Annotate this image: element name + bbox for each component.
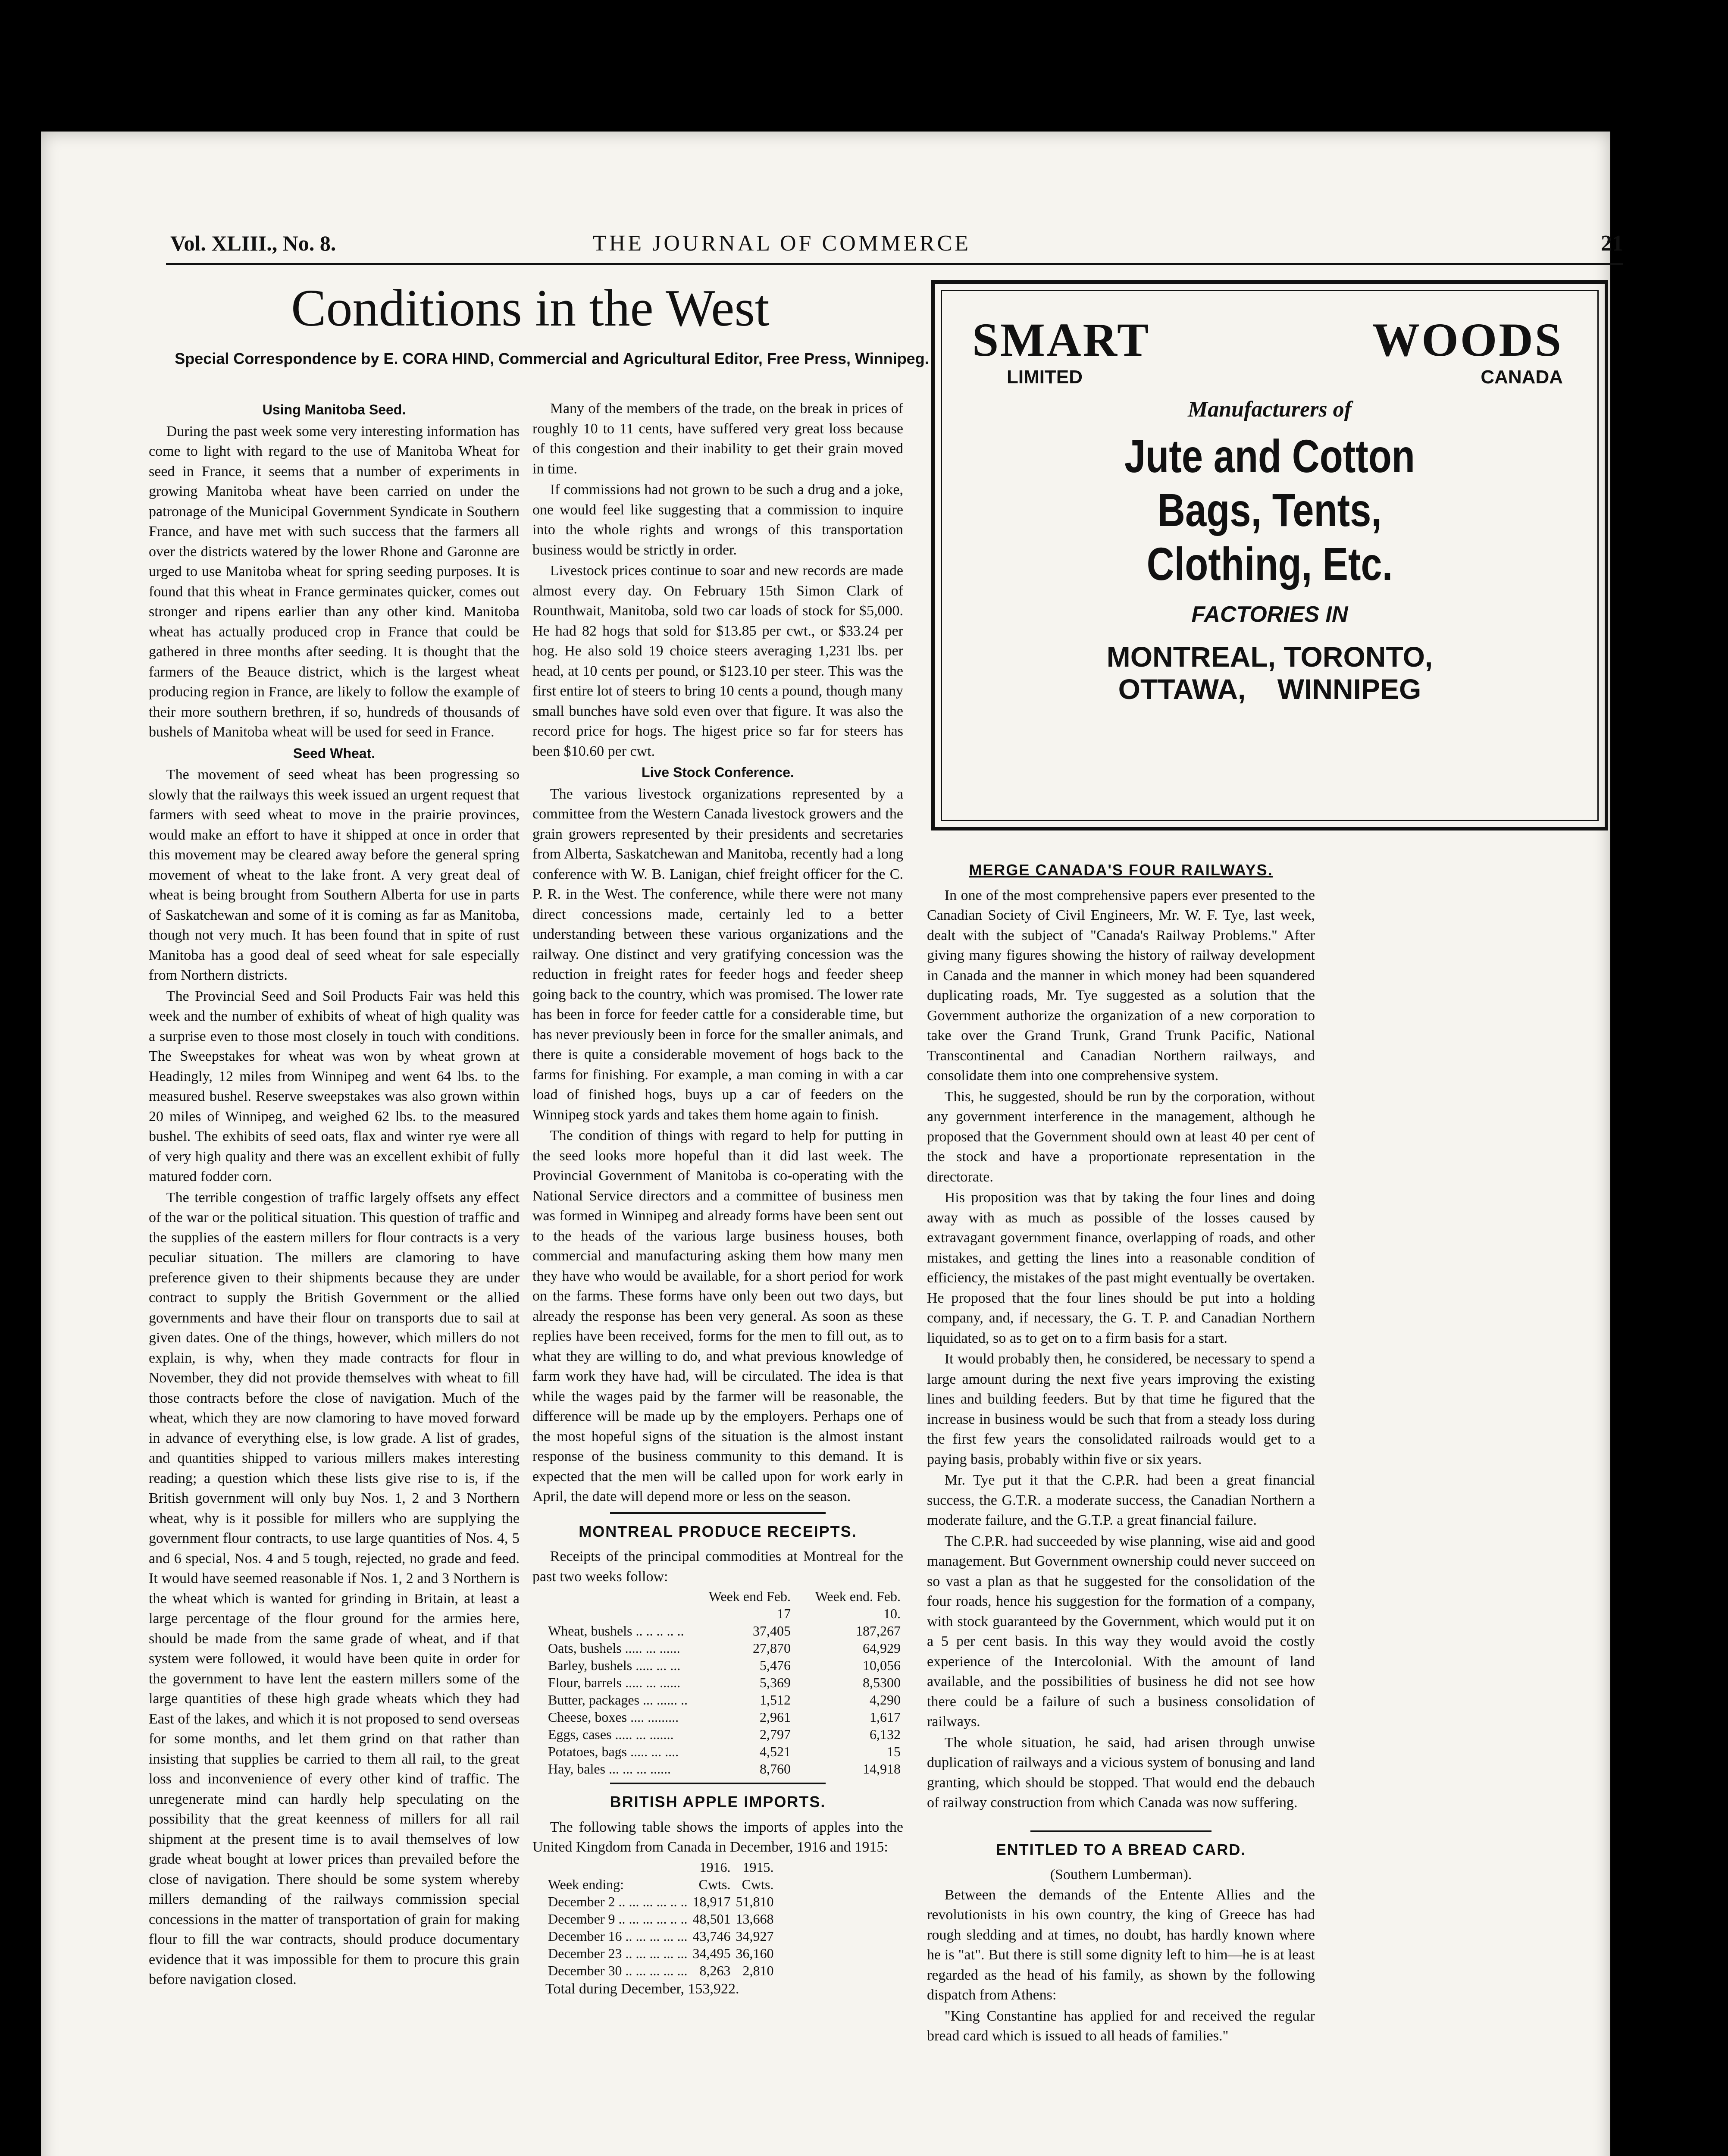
section-subheading: Seed Wheat. bbox=[293, 745, 376, 761]
table-cell: 8,5300 bbox=[863, 1675, 901, 1690]
table-row bbox=[545, 1743, 903, 1760]
table-row bbox=[545, 1927, 776, 1945]
header-rule bbox=[166, 263, 1623, 265]
table-cell: 34,927 bbox=[736, 1928, 774, 1944]
table-cell: 5,369 bbox=[759, 1675, 791, 1690]
table-cell: 4,521 bbox=[759, 1744, 791, 1759]
table-cell: 5,476 bbox=[759, 1658, 791, 1673]
paragraph: Many of the members of the trade, on the break in prices of roughly 10 to 11 cents, have suffered very great loss because of this congestion and their inability to get their grain moved in time. bbox=[532, 401, 903, 477]
table-cell: December 16 .. ... ... ... ... bbox=[548, 1928, 688, 1944]
table-row bbox=[545, 1893, 776, 1910]
article-column-1 bbox=[149, 399, 520, 1991]
montreal-col-head-1: Week end Feb. 17 bbox=[708, 1589, 791, 1621]
apple-imports-table bbox=[545, 1858, 776, 1979]
paragraph: This, he suggested, should be run by the corporation, without any government interference in the management, although he proposed that the Government should own at least 40 per cent of the stock and have a proportionate representation in the directorate. bbox=[927, 1088, 1315, 1185]
table-row bbox=[545, 1622, 903, 1639]
table-cell: Barley, bushels ..... ... ... bbox=[548, 1658, 681, 1673]
table-cell: Wheat, bushels .. .. .. .. .. bbox=[548, 1623, 684, 1639]
page-header bbox=[170, 231, 1623, 265]
page-number: 21 bbox=[1601, 231, 1623, 256]
table-cell: 64,929 bbox=[863, 1640, 901, 1656]
table-cell: Butter, packages ... ...... .. bbox=[548, 1692, 688, 1708]
paragraph: The movement of seed wheat has been progressing so slowly that the railways this week issued an urgent request that farmers with seed wheat to move in the prairie provinces, would make an effort to have it shipped at once in order that this movement may be cleared away before the general spring movement of wheat to the lake front. A very great deal of wheat is being brought from Southern Alberta for use in parts of Saskatchewan and some of it is coming as far as Manitoba, though not very much. It has been found that in spite of rust Manitoba has a good deal of seed wheat for sale especially from Northern districts. bbox=[149, 767, 520, 983]
table-cell: 34,495 bbox=[692, 1945, 731, 1961]
apple-unit-1: Cwts. bbox=[698, 1876, 731, 1892]
table-cell: Hay, bales ... ... ... ...... bbox=[548, 1761, 671, 1777]
article-column-3 bbox=[927, 860, 1315, 2047]
table-row bbox=[545, 1910, 776, 1927]
paragraph: "King Constantine has applied for and received the regular bread card which is issued to all heads of families." bbox=[927, 2008, 1315, 2044]
table-cell: 2,961 bbox=[759, 1709, 791, 1725]
paragraph: The various livestock organizations represented by a committee from the Western Canada livestock growers and the grain growers represented by their presidents and secretaries from Alberta, Saskatchewan and Manitoba, recently had a long conference with W. B. Lanigan, chief freight officer for the C. P. R. in the West. The conference, while there were not many direct concessions made, certainly led to a better understanding between these various organizations and the railway. One distinct and very gratifying concession was the reduction in freight rates for feeder hogs and feeder sheep going back to the country, which was promised. The lower rate has been in force for feeder cattle for a considerable time, but has never previously been in force for the smaller animals, and there is quite a considerable movement of hogs back to the farms for finishing. For example, a man coming in with a car load of finished hogs, buys up a car of feeders on the Winnipeg stock yards and takes them home again to finish. bbox=[532, 786, 903, 1123]
paragraph: The C.P.R. had succeeded by wise planning, wise aid and good management. But Government ownership could never succeed on so vast a plan as that he suggested for the consolidation of the four roads, hence his suggestion for the formation of a company, with stock guaranteed by the Government, which would put it on a 5 per cent basis. In this way they would avoid the costly experience of the Intercolonial. With the amount of land available, and the possibilities of business he did not see how there could be a failure of such a business consolidation of railways. bbox=[927, 1533, 1315, 1730]
table-cell: 48,501 bbox=[692, 1911, 731, 1927]
railways-title: MERGE CANADA'S FOUR RAILWAYS. bbox=[969, 861, 1273, 879]
table-cell: 27,870 bbox=[752, 1640, 791, 1656]
article-column-2 bbox=[532, 399, 903, 2000]
apple-imports-total: Total during December, 153,922. bbox=[545, 1981, 739, 1997]
volume-number: Vol. XLIII., No. 8. bbox=[170, 231, 336, 255]
paragraph: The whole situation, he said, had arisen through unwise duplication of railways and a vicious system of bonusing and land granting, which should be stopped. That would end the debauch of railway construction from which Canada was now suffering. bbox=[927, 1734, 1315, 1811]
table-cell: 43,746 bbox=[692, 1928, 731, 1944]
table-cell: 8,263 bbox=[699, 1962, 731, 1978]
table-cell: 1,512 bbox=[759, 1692, 791, 1708]
paragraph: Mr. Tye put it that the C.P.R. had been a great financial success, the G.T.R. a moderate success, the Canadian Northern a moderate failure, and the G.T.P. a great financial failure. bbox=[927, 1472, 1315, 1528]
montreal-col-head-2: Week end. Feb. 10. bbox=[815, 1589, 901, 1621]
ad-smart: SMART bbox=[972, 313, 1151, 366]
ad-woods: WOODS bbox=[1372, 313, 1563, 366]
table-cell: 2,810 bbox=[742, 1962, 774, 1978]
bread-card-source: (Southern Lumberman). bbox=[1050, 1867, 1192, 1883]
table-row bbox=[545, 1708, 903, 1726]
apple-year-2: 1915. bbox=[742, 1859, 774, 1875]
ad-limited: LIMITED bbox=[1007, 367, 1083, 388]
section-subheading: Using Manitoba Seed. bbox=[262, 402, 406, 417]
table-cell: 4,290 bbox=[870, 1692, 901, 1708]
table-cell: 6,132 bbox=[870, 1727, 901, 1742]
table-cell: Oats, bushels ..... ... ...... bbox=[548, 1640, 680, 1656]
paragraph: The condition of things with regard to help for putting in the seed looks more hopeful than it did last week. The Provincial Government of Manitoba is co-operating with the National Service directors and a committee of business men was formed in Winnipeg and already forms have been sent out to the heads of the various large business houses, both commercial and manufacturing asking them how many men they have who would be available, for a short period for work on the farms. These forms have only been out two days, but already the response has been very general. As soon as these replies have been received, forms for the men to fill out, as to what they are willing to do, and what previous knowledge of farm work they have had, will be circulated. The idea is that while the wages paid by the farmer will be reasonable, the difference will be made up by the employers. Perhaps one of the most hopeful signs of the situation is the almost instant response of the business community to this demand. It is expected that the men will be called upon for work early in April, the date will depend more or less on the season. bbox=[532, 1128, 903, 1504]
table-cell: 2,797 bbox=[759, 1727, 791, 1742]
smart-woods-advertisement bbox=[931, 280, 1608, 830]
apple-imports-intro: The following table shows the imports of apples into the United Kingdom from Canada in December, 1916 and 1915: bbox=[532, 1819, 903, 1855]
ad-cities-2: OTTAWA, WINNIPEG bbox=[1118, 673, 1421, 705]
table-cell: 15 bbox=[887, 1744, 901, 1759]
table-cell: 14,918 bbox=[863, 1761, 901, 1777]
table-cell: Eggs, cases ..... ... ....... bbox=[548, 1727, 674, 1742]
ad-jute-cotton: Jute and Cotton bbox=[1124, 430, 1415, 482]
article-byline: Special Correspondence by E. CORA HIND, Commercial and Agricultural Editor, Free Press, Winnipeg. bbox=[175, 350, 929, 367]
table-cell: December 23 .. ... ... ... ... bbox=[548, 1945, 688, 1961]
paragraph: If commissions had not grown to be such a drug and a joke, one would feel like suggesting that a commission to inquire into the whole rights and wrongs of this transportation business would be strictly in order. bbox=[532, 482, 903, 558]
apple-imports-title: BRITISH APPLE IMPORTS. bbox=[610, 1793, 826, 1811]
table-cell: 36,160 bbox=[736, 1945, 774, 1961]
table-cell: December 9 .. ... ... ... .. .. bbox=[548, 1911, 688, 1927]
bread-card-body bbox=[927, 1885, 1315, 2046]
table-cell: 8,760 bbox=[759, 1761, 791, 1777]
section-subheading: Live Stock Conference. bbox=[642, 765, 794, 780]
table-cell: 18,917 bbox=[692, 1893, 731, 1909]
table-row bbox=[545, 1962, 776, 1979]
table-row bbox=[545, 1639, 903, 1657]
table-row bbox=[545, 1760, 903, 1777]
montreal-receipts-intro: Receipts of the principal commodities at Montreal for the past two weeks follow: bbox=[532, 1548, 903, 1585]
montreal-receipts-title: MONTREAL PRODUCE RECEIPTS. bbox=[579, 1522, 857, 1540]
ad-cities-1: MONTREAL, TORONTO, bbox=[1106, 641, 1433, 673]
article-title: Conditions in the West bbox=[291, 279, 770, 337]
table-cell: 10,056 bbox=[863, 1658, 901, 1673]
table-cell: Potatoes, bags ..... ... .... bbox=[548, 1744, 679, 1759]
section-divider bbox=[610, 1512, 826, 1514]
table-row bbox=[545, 1726, 903, 1743]
paragraph: It would probably then, he considered, be necessary to spend a large amount during the next five years improving the existing lines and building feeders. But by that time he figured that the increase in business would be such that from a steady loss during the first few years the consolidated railroads would get to a paying basis, probably within five or six years. bbox=[927, 1351, 1315, 1467]
section-divider bbox=[610, 1783, 826, 1784]
table-row bbox=[545, 1674, 903, 1691]
paragraph: The terrible congestion of traffic largely offsets any effect of the war or the political situation. This question of traffic and the supplies of the eastern millers for flour contracts is a very peculiar situation. The millers are clamoring to have preference given to their shipments because they are under contract to supply the British Government or the allied governments and have their flour on transports due to sail at given dates. One of the things, however, which millers do not explain, is why, when they made contracts for flour in November, they did not provide themselves with wheat to fill those contracts before the close of navigation. Much of the wheat, which they are now clamoring to have moved forward in advance of everything else, is low grade. A list of grades, and quantities shipped to various millers makes interesting reading; a question which these lists give rise to is, if the British government will only buy Nos. 1, 2 and 3 Northern wheat, why is it possible for millers who are supplying the government flour contracts, to use large quantities of Nos. 4, 5 and 6 special, Nos. 4 and 5 tough, rejected, no grade and feed. It would have seemed reasonable if Nos. 1, 2 and 3 Northern is the wheat which is wanted for grinding in Britain, at least a large percentage of the flour ground for the armies here, should be made from the same grade of wheat, and if that system were followed, it would have been quite in order for the government to have lent the eastern millers some of the large quantities of these high grade wheats which they had East of the lakes, and which it is not proposed to send overseas for some months, and let them grind on that rather than insisting that supplies be carried to them all rail, to the great loss and inconvenience of every other kind of traffic. The unregenerate mind can hardly help speculating on the possibility that the great keenness of millers for all rail shipment at the present time is to avail themselves of low grade wheat bought at lower prices than prevailed before the close of navigation. There should be some system whereby millers demanding of the railways commission special concessions in the matter of transportation of grain for making flour to fill the war contracts, should produce documentary evidence that it was impossible for them to procure this grain before navigation closed. bbox=[149, 1189, 520, 1987]
bread-card-title: ENTITLED TO A BREAD CARD. bbox=[995, 1840, 1246, 1858]
ad-bags-tents: Bags, Tents, bbox=[1157, 484, 1382, 536]
table-cell: Flour, barrels ..... ... ...... bbox=[548, 1675, 681, 1690]
table-cell: 37,405 bbox=[752, 1623, 791, 1639]
table-cell: 1,617 bbox=[870, 1709, 901, 1725]
paragraph: In one of the most comprehensive papers ever presented to the Canadian Society of Civil Engineers, Mr. W. F. Tye, last week, dealt with the subject of "Canada's Railway Problems." After giving many figures showing the history of railway development in Canada and the manner in which money had been squandered duplicating roads, Mr. Tye suggested as a solution that the Government authorize the organization of a new corporation to take over the Grand Trunk, Grand Trunk Pacific, National Transcontinental and Canadian Northern railways, and consolidate them into one comprehensive system. bbox=[927, 887, 1315, 1084]
montreal-receipts-table bbox=[545, 1588, 903, 1777]
table-row bbox=[545, 1657, 903, 1674]
table-cell: Cheese, boxes .... ......... bbox=[548, 1709, 679, 1725]
journal-title: THE JOURNAL OF COMMERCE bbox=[593, 231, 971, 256]
apple-year-1: 1916. bbox=[699, 1859, 731, 1875]
table-cell: 187,267 bbox=[856, 1623, 901, 1639]
table-row bbox=[545, 1691, 903, 1708]
table-row bbox=[545, 1945, 776, 1962]
table-cell: December 2 .. ... ... ... .. .. bbox=[548, 1893, 688, 1909]
paragraph: His proposition was that by taking the four lines and doing away with as much as possible of the losses caused by extravagant government finance, overlapping of roads, and other mistakes, and getting the lines into a reasonable condition of efficiency, the mistakes of the past might eventually be overtaken. He proposed that the four lines should be put into a holding company, and, if necessary, the G. T. P. and Canadian Northern liquidated, so as to get on to a firm basis for a start. bbox=[927, 1190, 1315, 1346]
table-cell: 51,810 bbox=[736, 1893, 774, 1909]
paragraph: Livestock prices continue to soar and new records are made almost every day. On February 15th Simon Clark of Rounthwait, Manitoba, sold two car loads of stock for $5,000. He had 82 hogs that sold for $13.85 per cwt., or $33.24 per hog. He also sold 19 choice steers averaging 1,231 lbs. per head, at 10 cents per pound, or $123.10 per steer. This was the first entire lot of steers to bring 10 cents a pound, though many small bunches have sold even over that figure. It was also the record price for hogs. The higest price so far for steers has been $10.60 per cwt. bbox=[532, 563, 903, 759]
table-cell: December 30 .. ... ... ... ... bbox=[548, 1962, 688, 1978]
ad-factories: FACTORIES IN bbox=[1191, 602, 1348, 627]
ad-clothing: Clothing, Etc. bbox=[1146, 538, 1393, 590]
apple-unit-2: Cwts. bbox=[742, 1876, 774, 1892]
section-divider bbox=[1030, 1830, 1211, 1832]
article-column-2-body bbox=[532, 399, 903, 1507]
paragraph: The Provincial Seed and Soil Products Fair was held this week and the number of exhibits of wheat of high quality was a surprise even to those most closely in touch with conditions. The Sweepstakes for wheat was won by wheat grown at Headingly, 12 miles from Winnipeg and went 64 lbs. to the measured bushel. Reserve sweepstakes was also grown within 20 miles of Winnipeg, and weighed 62 lbs. to the measured bushel. The exhibits of seed oats, flax and winter rye were all of very high quality and there was an excellent exhibit of fully matured fodder corn. bbox=[149, 988, 520, 1185]
ad-manufacturers: Manufacturers of bbox=[1188, 397, 1352, 422]
newspaper-page bbox=[41, 132, 1623, 2156]
table-cell: 13,668 bbox=[736, 1911, 774, 1927]
paragraph: During the past week some very interesting information has come to light with regard to the use of Manitoba Wheat for seed in France, it seems that a number of experiments in growing Manitoba wheat have been carried on under the patronage of the Municipal Government Syndicate in Southern France, and have met with such success that the farmers all over the districts watered by the lower Rhone and Garonne are urged to use Manitoba wheat for spring seeding purposes. It is found that this wheat in France germinates quicker, comes out stronger and ripens earlier than any other kind. Manitoba wheat has actually produced crop in France that could be gathered in three months after seeding. It is thought that the farmers of the Beauce district, which is the largest wheat producing region in France, are likely to follow the example of their more southern brethren, if so, hundreds of thousands of bushels of Manitoba wheat will be used for seed in France. bbox=[149, 423, 520, 740]
apple-week-label: Week ending: bbox=[548, 1876, 624, 1892]
ad-canada: CANADA bbox=[1481, 367, 1563, 388]
paragraph: Between the demands of the Entente Allies and the revolutionists in his own country, the king of Greece has had rough sledding and at times, no doubt, has hardly known where he is "at". But there is still some dignity left to him—he is at least regarded as the head of his family, as shown by the following dispatch from Athens: bbox=[927, 1887, 1315, 2003]
railways-body bbox=[927, 886, 1315, 1813]
